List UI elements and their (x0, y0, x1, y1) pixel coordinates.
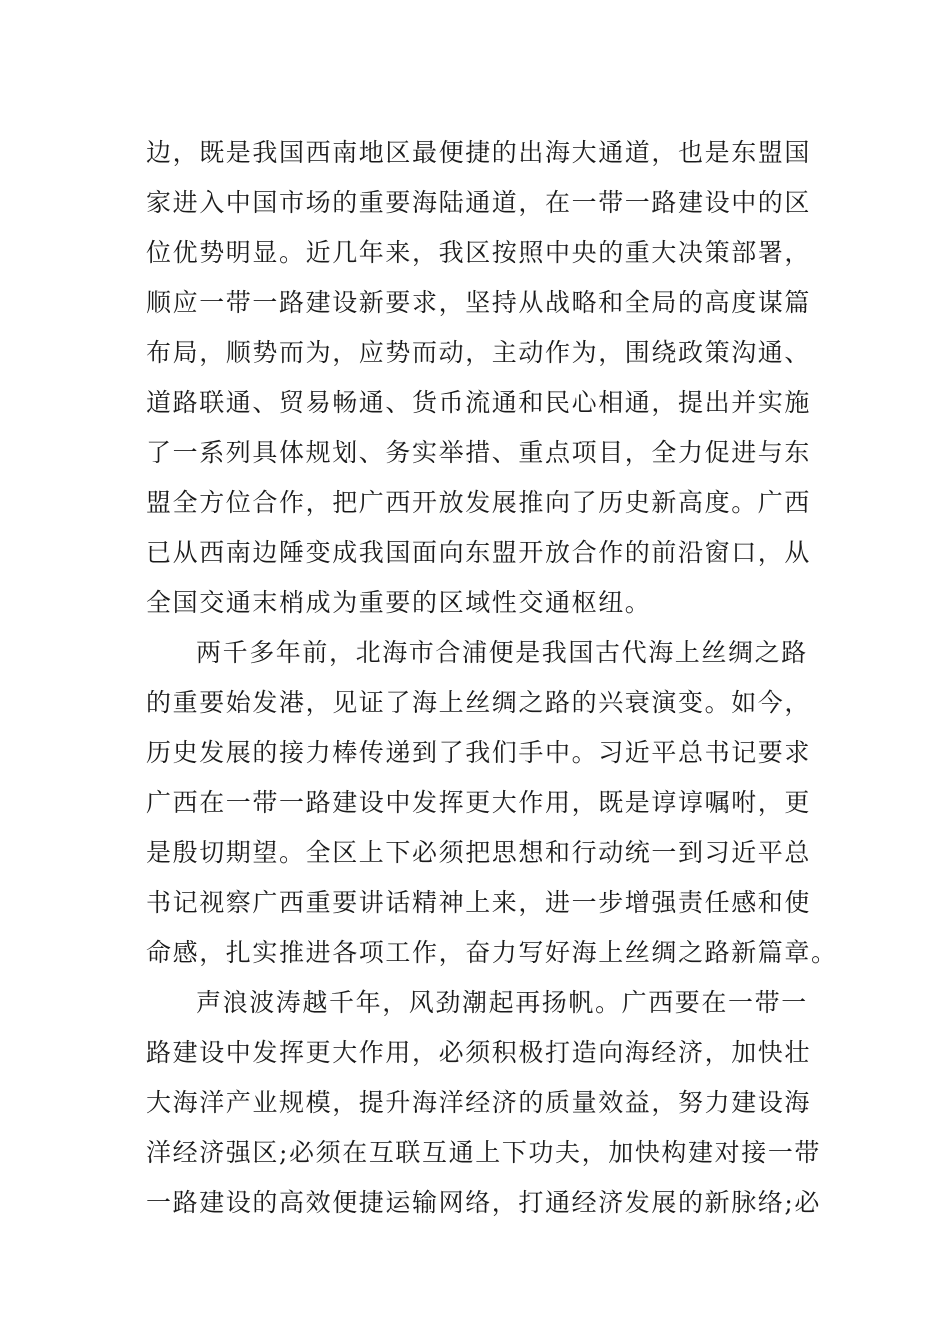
paragraph-3-line-1: 声浪波涛越千年，风劲潮起再扬帆。广西要在一带一 (196, 988, 808, 1017)
paragraph-2-line-1: 两千多年前，北海市合浦便是我国古代海上丝绸之路 (196, 638, 808, 667)
paragraph-2-line-5: 是殷切期望。全区上下必须把思想和行动统一到习近平总 (146, 838, 812, 867)
body-text (146, 128, 838, 1228)
paragraph-1-line-8: 盟全方位合作，把广西开放发展推向了历史新高度。广西 (146, 488, 812, 517)
paragraph-1-line-5: 布局，顺势而为，应势而动，主动作为，围绕政策沟通、 (146, 338, 812, 367)
paragraph-1-line-7: 了一系列具体规划、务实举措、重点项目，全力促进与东 (146, 438, 812, 467)
paragraph-1-line-3: 位优势明显。近几年来，我区按照中央的重大决策部署， (146, 238, 812, 267)
paragraph-2-line-4: 广西在一带一路建设中发挥更大作用，既是谆谆嘱咐，更 (146, 788, 812, 817)
paragraph-1-line-2: 家进入中国市场的重要海陆通道，在一带一路建设中的区 (146, 188, 812, 217)
paragraph-3-line-3: 大海洋产业规模，提升海洋经济的质量效益，努力建设海 (146, 1088, 812, 1117)
paragraph-3-line-2: 路建设中发挥更大作用，必须积极打造向海经济，加快壮 (146, 1038, 812, 1067)
paragraph-1-line-10: 全国交通末梢成为重要的区域性交通枢纽。 (146, 588, 652, 617)
paragraph-1-line-9: 已从西南边陲变成我国面向东盟开放合作的前沿窗口，从 (146, 538, 812, 567)
paragraph-1-line-1: 边，既是我国西南地区最便捷的出海大通道，也是东盟国 (146, 138, 812, 167)
paragraph-3-line-4: 洋经济强区;必须在互联互通上下功夫，加快构建对接一带 (146, 1138, 822, 1167)
paragraph-1-line-6: 道路联通、贸易畅通、货币流通和民心相通，提出并实施 (146, 388, 812, 417)
paragraph-2-line-2: 的重要始发港，见证了海上丝绸之路的兴衰演变。如今， (146, 688, 812, 717)
paragraph-2-line-6: 书记视察广西重要讲话精神上来，进一步增强责任感和使 (146, 888, 812, 917)
paragraph-3-line-5: 一路建设的高效便捷运输网络，打通经济发展的新脉络;必 (146, 1188, 822, 1217)
paragraph-1-line-4: 顺应一带一路建设新要求，坚持从战略和全局的高度谋篇 (146, 288, 812, 317)
paragraph-2-line-3: 历史发展的接力棒传递到了我们手中。习近平总书记要求 (146, 738, 812, 767)
paragraph-2-line-7: 命感，扎实推进各项工作，奋力写好海上丝绸之路新篇章。 (146, 938, 838, 967)
